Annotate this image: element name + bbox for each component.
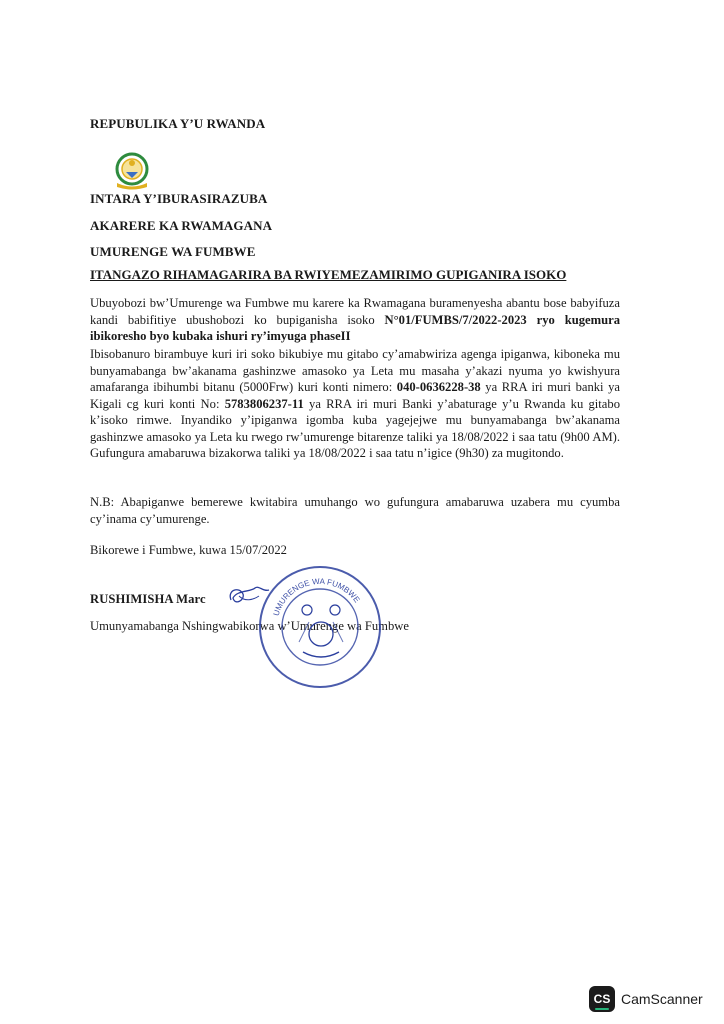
official-stamp-icon <box>255 562 385 692</box>
stamp-arc-label: UMURENGE WA FUMBWE <box>271 576 362 617</box>
details-text-1: Ibisobanuro birambuye kuri iri soko bikubiye mu gitabo cy’amabwiriza agenga ipiganwa, kiboneka mu bunyamabanga bw’akanama gashinzwe amasoko ya Leta mu masaha y’akazi nyuma yo kwishyura amafaranga ibihumbi bitanu (5000Frw) kuri konti nimero: <box>90 347 620 394</box>
rwanda-coat-of-arms-icon <box>110 150 154 192</box>
account-number-bpr: 5783806237-11 <box>224 396 304 411</box>
camscanner-label: CamScanner <box>621 991 703 1007</box>
details-text-2: ya RRA iri muri banki ya Kigali cg kuri konti No: <box>90 380 620 411</box>
district-heading: AKARERE KA RWAMAGANA <box>90 218 273 233</box>
province-heading: INTARA Y’IBURASIRAZUBA <box>90 191 268 206</box>
signatory-name: RUSHIMISHA Marc <box>90 592 206 606</box>
tender-reference: N°01/FUMBS/7/2022-2023 ryo kugemura ibikoresho byo kubaka ishuri ry’imyuga phaseII <box>90 312 620 343</box>
paragraph-details <box>90 346 620 462</box>
signatory-role: Umunyamabanga Nshingwabikorwa w’Umurenge wa Fumbwe <box>90 619 409 633</box>
notice-title: ITANGAZO RIHAMAGARIRA BA RWIYEMEZAMIRIMO GUPIGANIRA ISOKO <box>90 267 567 282</box>
camscanner-logo-icon: CS <box>589 986 615 1012</box>
paragraph-note: N.B: Abapiganwe bemerewe kwitabira umuhango wo gufungura amabaruwa uzabera mu cyumba cy’inama cy’umurenge. <box>90 495 620 526</box>
country-heading: REPUBULIKA Y’U RWANDA <box>90 116 266 131</box>
sector-heading: UMURENGE WA FUMBWE <box>90 244 256 259</box>
date-line: Bikorewe i Fumbwe, kuwa 15/07/2022 <box>90 543 287 557</box>
paragraph-intro <box>90 295 620 345</box>
intro-text: Ubuyobozi bw’Umurenge wa Fumbwe mu karere ka Rwamagana buramenyesha abantu bose babyifuza kandi babifitiye ubushobozi ko bupiganisha isoko <box>90 296 620 327</box>
account-number-bk: 040-0636228-38 <box>396 380 481 394</box>
camscanner-watermark <box>589 986 703 1012</box>
details-text-3: ya RRA iri muri Banki y’abaturage y’u Rwanda ku gitabo k’isoko rimwe. Inyandiko y’ipiganwa igomba kuba yagejejwe mu bunyamabanga bw’akanama gashinzwe amasoko ya Leta ku rwego rw’umurenge bitarenze taliki ya 18/08/2022 i saa tatu (9h00 AM). Gufungura amabaruwa bizakorwa taliki ya 18/08/2022 i saa tatu n’igice (9h30) za mugitondo. <box>90 396 620 460</box>
